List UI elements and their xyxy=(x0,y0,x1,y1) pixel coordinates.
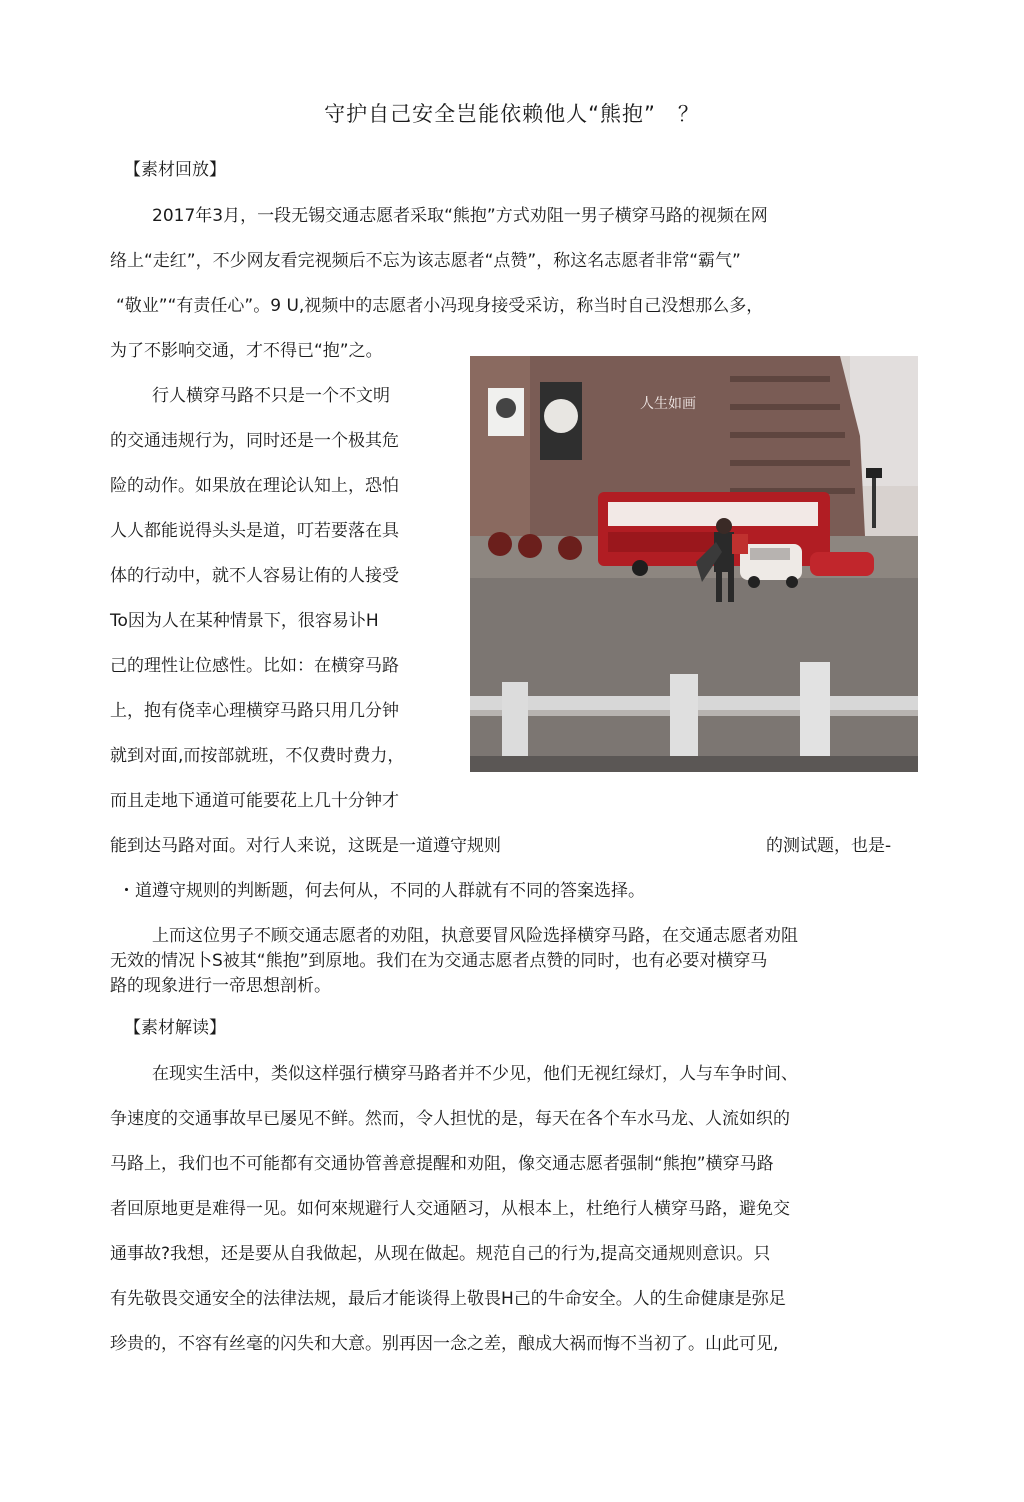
section-heading-review: 【素材回放】 xyxy=(124,160,226,180)
column-line: 而且走地下通道可能要花上几十分钟才 xyxy=(110,791,399,811)
paragraph-line: 为了不影响交通，才不得已“抱”之。 xyxy=(110,341,383,361)
column-line: 就到对面,而按部就班，不仅费时费力， xyxy=(110,746,405,766)
paragraph-line: 无效的情况卜S被其“熊抱”到原地。我们在为交通志愿者点赞的同时，也有必要对横穿马 xyxy=(110,951,768,971)
paragraph-line: 上而这位男子不顾交通志愿者的劝阻，执意要冒风险选择横穿马路，在交通志愿者劝阻 xyxy=(152,926,798,946)
paragraph-line: 通事故?我想，还是要从自我做起，从现在做起。规范自己的行为,提高交通规则意识。只 xyxy=(110,1244,771,1264)
photo-banner-text: 人生如画 xyxy=(640,396,696,412)
split-line-right: 的测试题，也是- xyxy=(766,836,892,856)
paragraph-line: 路的现象进行一帝思想剖析。 xyxy=(110,976,331,996)
document-title: 守护自己安全岂能依赖他人“熊抱” ？ xyxy=(324,102,700,126)
column-line: 的交通违规行为，同时还是一个极其危 xyxy=(110,431,399,451)
column-line: 体的行动中，就不人容易让侑的人接受 xyxy=(110,566,399,586)
column-line: 行人横穿马路不只是一个不文明 xyxy=(152,386,390,406)
column-line: 上，抱有侥幸心理横穿马路只用几分钟 xyxy=(110,701,399,721)
column-line: 险的动作。如果放在理论认知上，恐怕 xyxy=(110,476,399,496)
section-heading-interpretation: 【素材解读】 xyxy=(124,1018,226,1038)
paragraph-line: 在现实生活中，类似这样强行横穿马路者并不少见，他们无视红绿灯，人与车争时间、 xyxy=(152,1064,798,1084)
split-line-left: 能到达马路对面。对行人来说，这既是一道遵守规则 xyxy=(110,836,501,856)
paragraph-line: 争速度的交通事故早已屡见不鲜。然而，令人担忧的是，每天在各个车水马龙、人流如织的 xyxy=(110,1109,790,1129)
street-crossing-photo xyxy=(470,356,918,772)
paragraph-line: 珍贵的，不容有丝毫的闪失和大意。别再因一念之差，酿成大祸而悔不当初了。山此可见, xyxy=(110,1334,779,1354)
bullet-line: ・道遵守规则的判断题，何去何从，不同的人群就有不同的答案选择。 xyxy=(118,881,645,901)
paragraph-line: 2017年3月，一段无锡交通志愿者采取“熊抱”方式劝阻一男子横穿马路的视频在网 xyxy=(152,206,768,226)
paragraph-line: 有先敬畏交通安全的法律法规，最后才能谈得上敬畏H己的牛命安全。人的生命健康是弥足 xyxy=(110,1289,786,1309)
paragraph-line: 者回原地更是难得一见。如何來规避行人交通陋习，从根本上，杜绝行人横穿马路，避免交 xyxy=(110,1199,790,1219)
paragraph-line: “敬业”“有责任心”。9 U,视频中的志愿者小冯现身接受采访，称当时自己没想那么多， xyxy=(116,296,764,316)
paragraph-line: 络上“走红”，不少网友看完视频后不忘为该志愿者“点赞”，称这名志愿者非常“霸气” xyxy=(110,251,741,271)
column-line: To因为人在某种情景下，很容易讣H xyxy=(110,611,379,631)
column-line: 己的理性让位感性。比如：在横穿马路 xyxy=(110,656,399,676)
paragraph-line: 马路上，我们也不可能都有交通协管善意提醒和劝阻，像交通志愿者强制“熊抱”横穿马路 xyxy=(110,1154,774,1174)
column-line: 人人都能说得头头是道，叮若要落在具 xyxy=(110,521,399,541)
